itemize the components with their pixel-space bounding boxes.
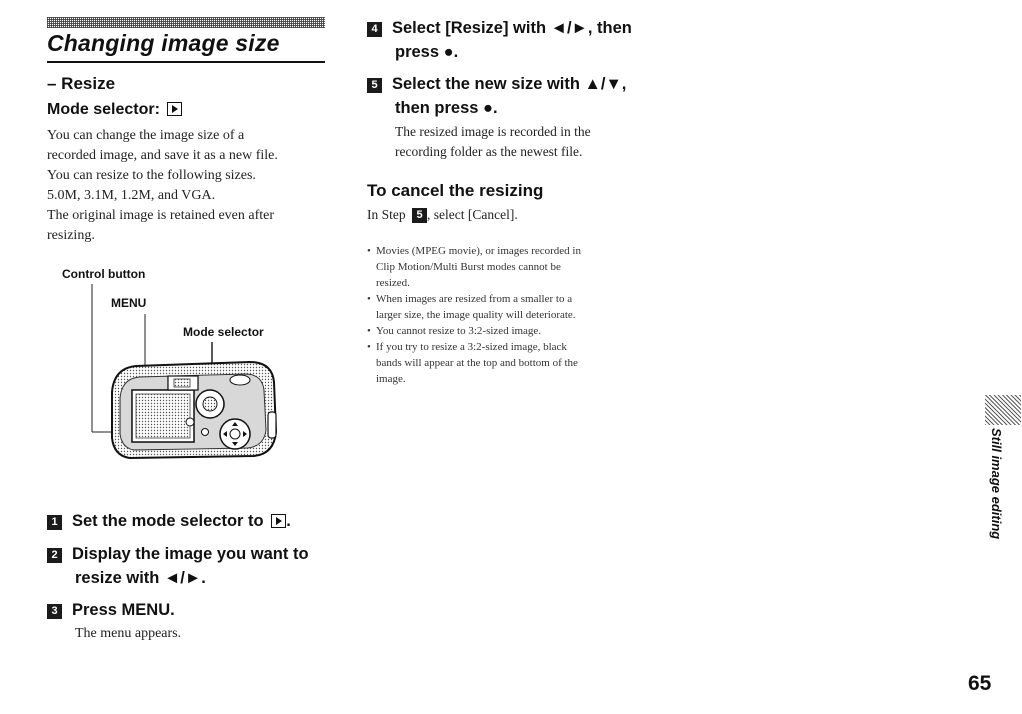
playback-mode-icon <box>271 514 286 528</box>
step-3-note: The menu appears. <box>75 626 182 641</box>
note-item <box>367 291 657 323</box>
mode-selector-label <box>47 101 182 119</box>
note-line: bands will appear at the top and bottom of the <box>376 357 578 369</box>
note-line: Clip Motion/Multi Burst modes cannot be <box>376 261 561 273</box>
intro-line: You can resize to the following sizes. <box>47 168 256 183</box>
note-line: • If you try to resize a 3:2-sized image, black <box>376 341 567 353</box>
page-title: Changing image size <box>47 30 280 56</box>
section-subtitle: – Resize <box>47 74 116 93</box>
menu-label: MENU <box>111 296 147 310</box>
step-5 <box>367 72 626 120</box>
intro-line: You can change the image size of a <box>47 128 245 143</box>
intro-line: 5.0M, 3.1M, 1.2M, and VGA. <box>47 188 216 203</box>
step-text-cont: resize with ◄/►. <box>75 569 206 587</box>
playback-mode-icon <box>167 102 182 116</box>
step-number: 3 <box>47 604 62 619</box>
section-side-text: Still image editing <box>989 428 1004 540</box>
camera-illustration <box>90 282 290 462</box>
step-text: Display the image you want to <box>72 545 309 563</box>
notes-list <box>367 243 657 387</box>
note-item <box>367 243 657 291</box>
cancel-text <box>367 205 518 225</box>
note-line: recording folder as the newest file. <box>395 144 583 159</box>
step-suffix: . <box>286 512 291 530</box>
step-3 <box>47 598 175 622</box>
cancel-text-post: , select [Cancel]. <box>427 207 518 222</box>
step-1 <box>47 509 291 533</box>
section-side-label <box>982 428 1012 558</box>
intro-line: The original image is retained even after <box>47 208 275 223</box>
step-ref-badge: 5 <box>412 208 427 223</box>
intro-paragraph <box>47 126 337 246</box>
note-line: resized. <box>376 277 410 289</box>
note-line: • Movies (MPEG movie), or images recorded in <box>376 245 581 257</box>
step-4 <box>367 16 632 64</box>
step-text: Set the mode selector to <box>72 512 264 530</box>
note-line: image. <box>376 373 406 385</box>
step-text-cont: press ●. <box>395 43 459 61</box>
mode-selector-callout: Mode selector <box>183 325 264 339</box>
section-tab-marker <box>985 395 1021 425</box>
page-number: 65 <box>968 672 992 695</box>
note-item <box>367 323 657 339</box>
note-line: larger size, the image quality will deteriorate. <box>376 309 576 321</box>
step-text: Press MENU. <box>72 601 175 619</box>
note-line: • When images are resized from a smaller to a <box>376 293 573 305</box>
note-line: • You cannot resize to 3:2-sized image. <box>376 325 542 337</box>
intro-line: resizing. <box>47 228 95 243</box>
mode-selector-text: Mode selector: <box>47 101 160 118</box>
cancel-text-pre: In Step <box>367 207 406 222</box>
step-number: 2 <box>47 548 62 563</box>
step-number: 4 <box>367 22 382 37</box>
control-button-label: Control button <box>62 267 146 281</box>
step-5-note <box>395 122 591 162</box>
title-underline <box>47 61 325 63</box>
step-number: 5 <box>367 78 382 93</box>
intro-line: recorded image, and save it as a new file. <box>47 148 278 163</box>
step-text: Select [Resize] with ◄/►, then <box>392 19 632 37</box>
note-item <box>367 339 657 387</box>
step-text: Select the new size with ▲/▼, <box>392 75 627 93</box>
step-2 <box>47 542 309 590</box>
step-text-cont: then press ●. <box>395 99 498 117</box>
title-decoration-bar <box>47 17 325 28</box>
cancel-heading: To cancel the resizing <box>367 181 544 200</box>
note-line: The resized image is recorded in the <box>395 124 591 139</box>
step-number: 1 <box>47 515 62 530</box>
